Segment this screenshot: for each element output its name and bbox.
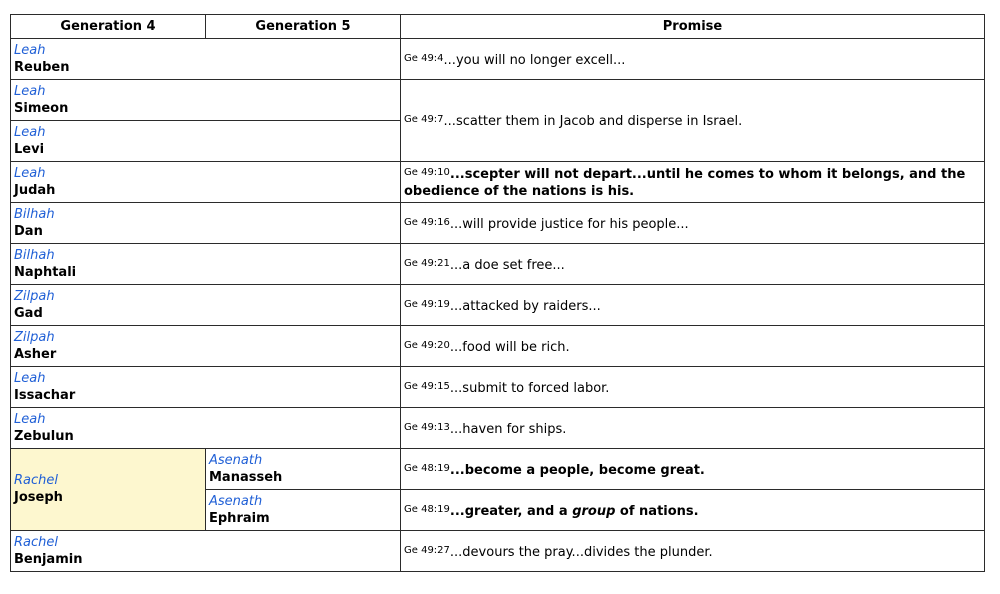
table-row [11, 244, 985, 285]
son-name: Issachar [14, 387, 76, 403]
mother-name: Leah [14, 165, 46, 181]
son-name: Benjamin [14, 551, 83, 567]
promise-text: ...scepter will not depart...until he comes to whom it belongs, and the obedience of the nations is his. [404, 167, 966, 199]
son-name: Asher [14, 346, 57, 362]
tribe-cell-levi [11, 121, 401, 162]
table-row [11, 449, 985, 490]
header-generation-5: Generation 5 [206, 15, 401, 39]
header-row [11, 15, 985, 39]
table-row [11, 408, 985, 449]
promise-text: ...will provide justice for his people... [449, 216, 689, 232]
promise-text-emphasis: group [572, 503, 616, 519]
tribe-cell-benjamin [11, 531, 401, 572]
table-row [11, 326, 985, 367]
mother-name: Leah [14, 83, 46, 99]
promise-cell-judah [401, 162, 985, 203]
mother-name: Leah [14, 42, 46, 58]
promise-cell-benjamin [401, 531, 985, 572]
promise-text: ...devours the pray...divides the plunder. [449, 544, 713, 560]
mother-name: Asenath [209, 452, 263, 468]
verse-reference: Ge 49:10 [404, 167, 450, 178]
promise-text: ...you will no longer excell... [443, 52, 626, 68]
mother-name: Bilhah [14, 206, 55, 222]
header-promise: Promise [401, 15, 985, 39]
promise-cell-zebulun [401, 408, 985, 449]
table-row [11, 162, 985, 203]
verse-reference: Ge 49:13 [404, 421, 450, 433]
verse-reference: Ge 49:21 [404, 257, 450, 269]
tribe-cell-naphtali [11, 244, 401, 285]
promise-text: ...attacked by raiders... [449, 298, 601, 314]
tribe-cell-issachar [11, 367, 401, 408]
table-row [11, 531, 985, 572]
tribe-cell-reuben [11, 39, 401, 80]
table-row [11, 285, 985, 326]
verse-reference: Ge 49:7 [404, 114, 444, 125]
mother-name: Rachel [14, 534, 58, 550]
mother-name: Leah [14, 124, 46, 140]
promise-cell-asher [401, 326, 985, 367]
verse-reference: Ge 49:20 [404, 339, 450, 351]
son-name: Joseph [14, 490, 63, 505]
tribe-cell-simeon [11, 80, 401, 121]
promise-text-part: of nations. [615, 503, 699, 519]
verse-reference: Ge 49:15 [404, 380, 450, 392]
promise-text [450, 504, 699, 519]
promise-text-part: ...greater, and a [449, 503, 573, 519]
mother-name: Rachel [14, 473, 58, 488]
tribe-cell-dan [11, 203, 401, 244]
son-name: Simeon [14, 100, 69, 116]
tribe-cell-ephraim [206, 490, 401, 531]
mother-name: Leah [14, 370, 46, 386]
mother-name: Zilpah [14, 288, 55, 304]
son-name: Dan [14, 223, 43, 239]
verse-reference: Ge 49:19 [404, 298, 450, 310]
son-name: Manasseh [209, 469, 283, 485]
promise-cell-reuben [401, 39, 985, 80]
tribe-cell-manasseh [206, 449, 401, 490]
son-name: Zebulun [14, 428, 74, 444]
table-row [11, 80, 985, 121]
mother-name: Leah [14, 411, 46, 427]
tribes-promise-table [10, 14, 985, 572]
son-name: Judah [14, 182, 56, 198]
verse-reference: Ge 49:27 [404, 544, 450, 556]
son-name: Naphtali [14, 264, 77, 280]
tribe-cell-joseph [11, 449, 206, 531]
verse-reference: Ge 48:19 [404, 503, 450, 515]
promise-cell-simeon-levi [401, 80, 985, 162]
mother-name: Bilhah [14, 247, 55, 263]
promise-text: ...food will be rich. [449, 339, 570, 355]
promise-cell-manasseh [401, 449, 985, 490]
son-name: Ephraim [209, 510, 270, 526]
verse-reference: Ge 49:16 [404, 216, 450, 228]
tribe-cell-zebulun [11, 408, 401, 449]
tribe-cell-asher [11, 326, 401, 367]
promise-text: ...haven for ships. [449, 421, 567, 437]
son-name: Levi [14, 141, 45, 157]
table-row [11, 367, 985, 408]
son-name: Gad [14, 305, 43, 321]
son-name: Reuben [14, 59, 70, 75]
promise-cell-issachar [401, 367, 985, 408]
promise-cell-naphtali [401, 244, 985, 285]
promise-text: ...submit to forced labor. [449, 380, 610, 396]
promise-cell-dan [401, 203, 985, 244]
table-row [11, 203, 985, 244]
promise-cell-ephraim [401, 490, 985, 531]
tribe-cell-gad [11, 285, 401, 326]
header-generation-4: Generation 4 [11, 15, 206, 39]
mother-name: Asenath [209, 493, 263, 509]
promise-text: ...a doe set free... [449, 257, 565, 273]
tribe-cell-judah [11, 162, 401, 203]
promise-text: ...scatter them in Jacob and disperse in Israel. [443, 114, 743, 129]
verse-reference: Ge 49:4 [404, 52, 444, 64]
mother-name: Zilpah [14, 329, 55, 345]
table-row [11, 39, 985, 80]
verse-reference: Ge 48:19 [404, 462, 450, 474]
promise-cell-gad [401, 285, 985, 326]
promise-text: ...become a people, become great. [449, 462, 705, 478]
